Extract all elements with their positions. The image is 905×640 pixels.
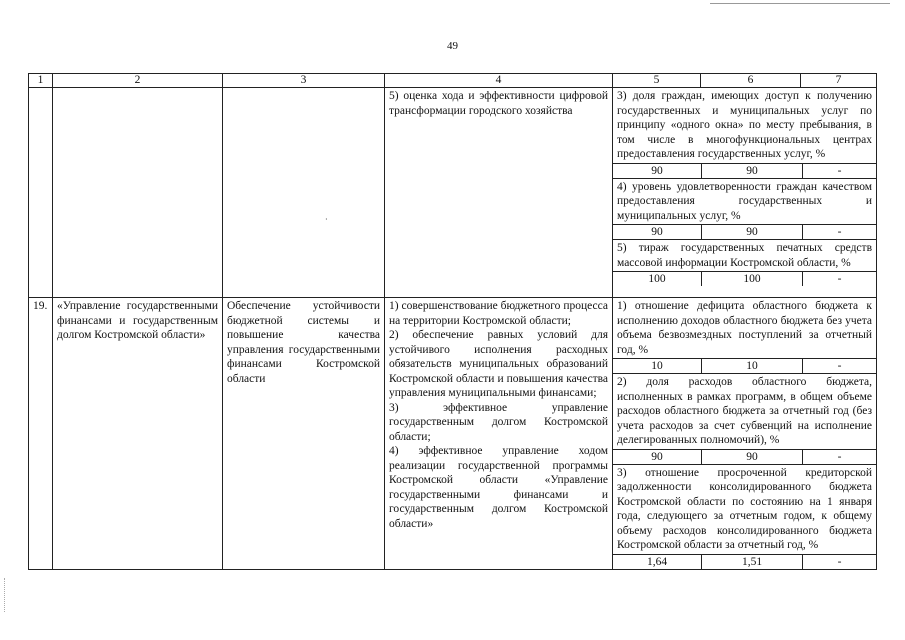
indicator-values [613, 358, 876, 374]
header-col-5: 5 [613, 74, 701, 88]
indicator-text: 4) уровень удовлетворенности граждан качеством предоставления государственных и муниципальных услуг, % [617, 180, 872, 222]
task-item: 2) обеспечение равных условий для устойчивого исполнения расходных обязательств муниципальных образований Костромской области и повышения качества управления муниципальными финансами; [389, 329, 608, 399]
task-item: 1) совершенствование бюджетного процесса на территории Костромской области; [389, 300, 608, 327]
cell-program: «Управление государственными финансами и государственным долгом Костромской области» [53, 298, 223, 570]
cell-tasks [385, 88, 613, 298]
value-col-5: 90 [613, 164, 702, 178]
value-col-7: - [837, 164, 842, 177]
header-col-4: 4 [385, 74, 613, 88]
header-row [29, 74, 877, 88]
value-col-7: - [837, 360, 842, 372]
value-col-6: 90 [702, 225, 803, 239]
value-col-5: 1,64 [613, 555, 702, 569]
value-col-5: 100 [613, 272, 702, 286]
cell-tasks [385, 298, 613, 570]
indicator-text: 3) доля граждан, имеющих доступ к получению государственных и муниципальных услуг по принципу «одного окна» по месту пребывания, в том числе в многофункциональных центрах предоставления государственных услуг, % [617, 90, 872, 160]
value-col-5: 90 [613, 450, 702, 464]
header-col-7: 7 [801, 74, 877, 88]
header-col-1: 1 [29, 74, 53, 88]
indicator-values [613, 163, 876, 179]
cell-goal: Обеспечение устойчивости бюджетной системы и повышение качества управления государственными финансами Костромской области [223, 298, 385, 570]
value-col-7: - [837, 450, 842, 463]
table-row-19 [29, 298, 877, 570]
indicator-text: 2) доля расходов областного бюджета, исполненных в рамках программ, в общем объеме расходов областного бюджета за отчетный год (без учета расходов за счет субвенций на исполнение делегированных полномочий), % [617, 376, 872, 446]
value-col-6: 10 [702, 359, 803, 373]
scan-dot: · [325, 215, 328, 224]
page-number: 49 [447, 40, 458, 52]
cell-indicators [613, 88, 877, 298]
value-col-6: 90 [702, 450, 803, 464]
cell-goal-empty [223, 88, 385, 298]
cell-program-empty [53, 88, 223, 298]
program-table [28, 73, 877, 570]
indicator-text: 5) тираж государственных печатных средств массовой информации Костромской области, % [617, 242, 872, 269]
top-edge-line [710, 3, 890, 4]
indicator-values [613, 449, 876, 465]
cell-num: 19. [29, 298, 53, 570]
header-col-3: 3 [223, 74, 385, 88]
value-col-7: - [837, 226, 842, 238]
header-col-2: 2 [53, 74, 223, 88]
indicator-text: 1) отношение дефицита областного бюджета к исполнению доходов областного бюджета без учета объема безвозмездных поступлений за отчетный год, % [617, 300, 872, 356]
cell-indicators [613, 298, 877, 570]
value-col-7: - [837, 555, 842, 568]
indicator-values [613, 224, 876, 240]
table-row-continued [29, 88, 877, 298]
task-item: 4) эффективное управление ходом реализации государственной программы Костромской области «Управление государственными финансами и государственным долгом Костромской области» [389, 445, 608, 530]
task-item: 5) оценка хода и эффективности цифровой трансформации городского хозяйства [389, 90, 608, 117]
indicator-values [613, 271, 876, 286]
value-col-5: 90 [613, 225, 702, 239]
value-col-7: - [837, 273, 842, 285]
value-col-6: 100 [702, 272, 803, 286]
value-col-5: 10 [613, 359, 702, 373]
scan-edge-mark [4, 578, 6, 612]
header-col-6: 6 [701, 74, 801, 88]
task-item: 3) эффективное управление государственным долгом Костромской области; [389, 401, 608, 443]
value-col-6: 1,51 [702, 555, 803, 569]
indicator-text: 3) отношение просроченной кредиторской задолженности консолидированного бюджета Костромской области по состоянию на 1 января года, следующего за отчетным годом, к общему объему расходов консолидированного бюджета Костромской области за отчетный год, % [617, 466, 872, 551]
value-col-6: 90 [702, 164, 803, 178]
cell-num-empty [29, 88, 53, 298]
indicator-values [613, 554, 876, 569]
